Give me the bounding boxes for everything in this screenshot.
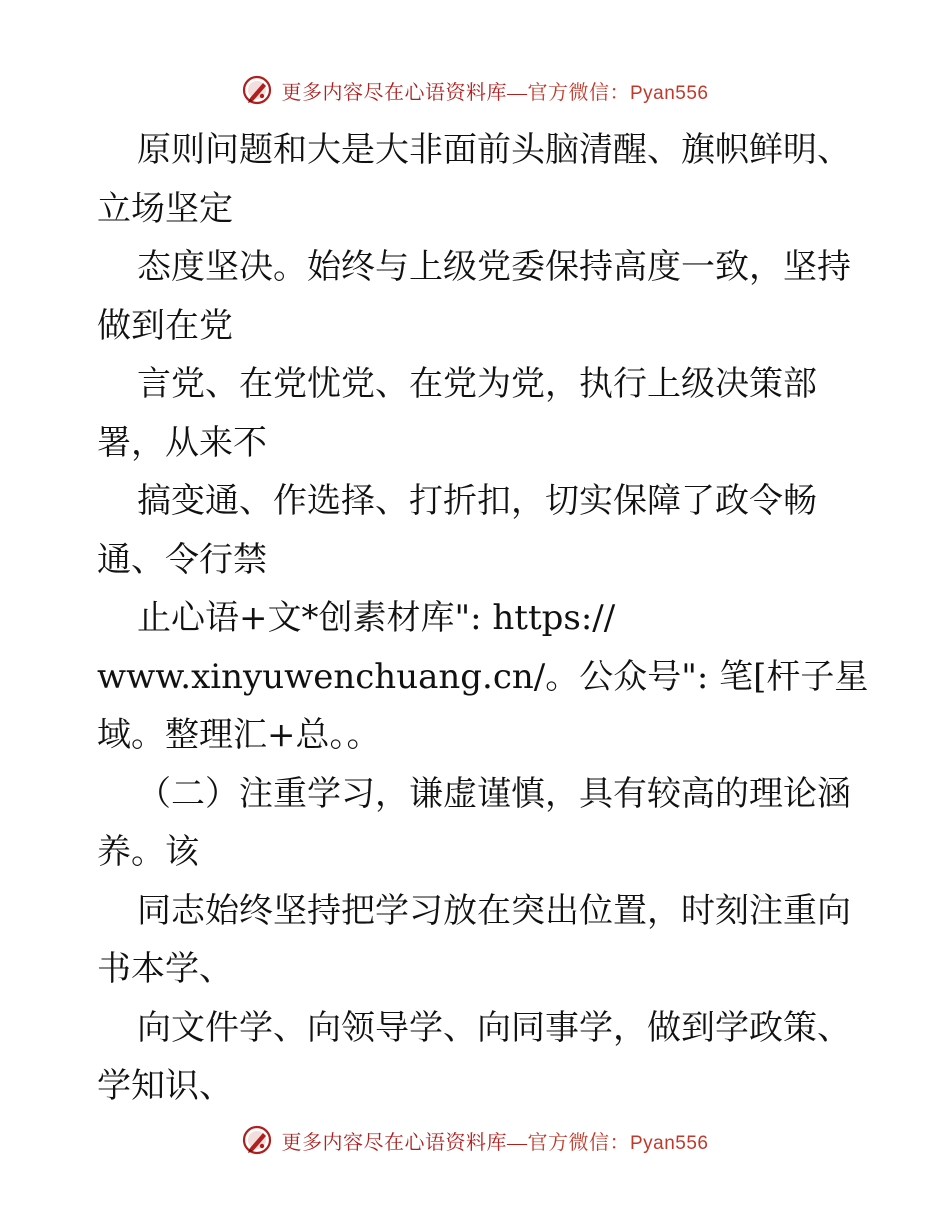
text-line: 通、令行禁 xyxy=(97,539,267,580)
text-line: （二）注重学习，谦虚谨慎，具有较高的理论涵 xyxy=(137,773,851,814)
banner-wechat-id: Pyan556 xyxy=(629,82,709,104)
text-line: 做到在党 xyxy=(97,305,233,346)
text-line: 搞变通、作选择、打折扣，切实保障了政令畅 xyxy=(137,481,817,521)
banner-wechat-label: 官方微信： xyxy=(527,81,630,104)
body-text xyxy=(97,121,867,1116)
header-banner-text xyxy=(281,76,708,105)
text-line: 原则问题和大是大非面前头脑清醒、旗帜鲜明、 xyxy=(137,130,851,170)
header-banner xyxy=(0,72,950,108)
text-line: 书本学、 xyxy=(97,949,233,989)
text-line: 养。该 xyxy=(97,832,199,872)
text-line: 学知识、 xyxy=(97,1066,233,1106)
text-line: 立场坚定 xyxy=(97,188,233,229)
banner-wechat-id: Pyan556 xyxy=(629,1132,709,1154)
banner-wechat-label: 官方微信： xyxy=(527,1131,630,1154)
banner-main-text: 更多内容尽在心语资料库 xyxy=(281,1131,507,1154)
footer-banner xyxy=(0,1122,950,1158)
banner-main-text: 更多内容尽在心语资料库 xyxy=(281,81,507,104)
text-line: 止心语+文*创素材库": https:// xyxy=(137,598,616,638)
text-line: 言党、在党忧党、在党为党，执行上级决策部 xyxy=(137,364,817,404)
text-line: www.xinyuwenchuang.cn/。公众号": 笔[杆子星 xyxy=(97,656,869,697)
banner-separator: — xyxy=(506,1131,528,1154)
text-line: 态度坚决。始终与上级党委保持高度一致，坚持 xyxy=(137,247,851,287)
banner-separator: — xyxy=(506,81,528,104)
text-line: 向文件学、向领导学、向同事学，做到学政策、 xyxy=(137,1007,851,1048)
text-line: 域。整理汇+总。。 xyxy=(97,715,381,755)
text-line: 署，从来不 xyxy=(97,422,267,463)
pen-logo-icon xyxy=(241,1124,273,1156)
footer-banner-text xyxy=(281,1126,708,1155)
pen-logo-icon xyxy=(241,74,273,106)
text-line: 同志始终坚持把学习放在突出位置，时刻注重向 xyxy=(137,890,851,931)
